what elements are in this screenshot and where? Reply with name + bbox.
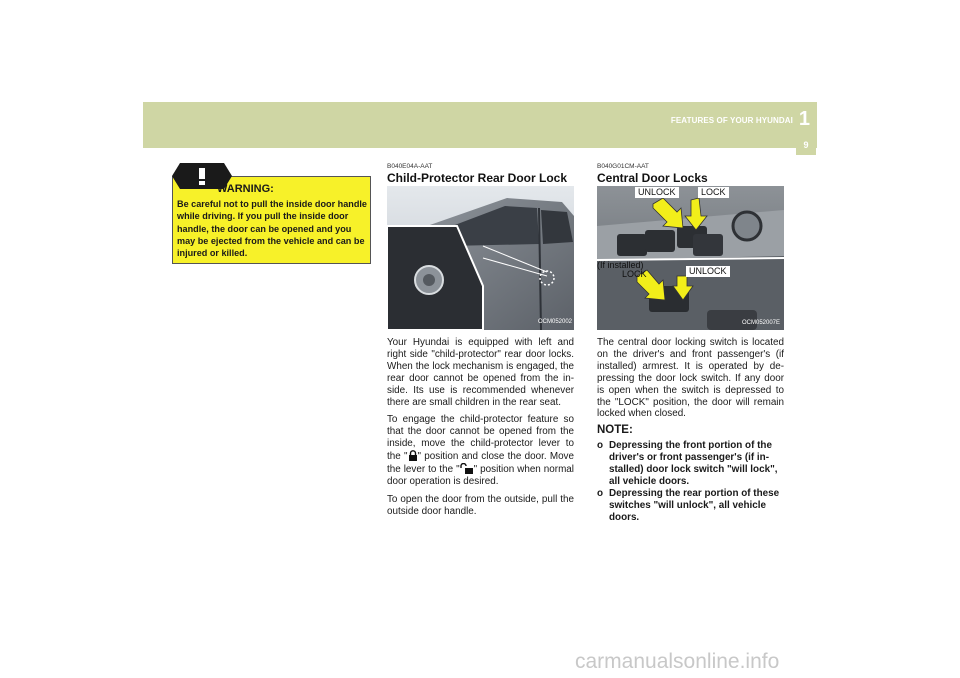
label-unlock-top: UNLOCK [635,187,679,198]
note-list [597,440,784,524]
central-locks-code: B040G01CM-AAT [597,163,649,170]
child-protector-image-code: OCM052002 [538,319,573,325]
note-title: NOTE: [597,424,633,436]
label-lock-bottom: LOCK [622,269,647,279]
label-if-installed: (If installed) [597,260,644,270]
note-item: o Depressing the rear portion of these switches "will unlock", all vehicle doors. [597,488,780,523]
label-unlock-bottom: UNLOCK [686,266,730,277]
child-protector-body [387,337,574,524]
child-protector-para2: To engage the child-protector feature so that the door cannot be opened from the inside, move the child-protector lever to the " " position and close the door. Move the lever to the " " position when normal door operation is desired. [387,414,574,487]
label-lock-top: LOCK [698,187,729,198]
warning-body: Be careful not to pull the inside door handle while driving. If you pull the inside door handle, the door can be opened and you may be ejected from the vehicle and can be injured or killed. [177,199,367,259]
child-protector-code: B040E04A-AAT [387,163,433,170]
child-protector-photo [387,186,574,330]
arrow-lock-top [685,198,707,230]
chapter-number: 1 [798,108,810,130]
warning-title: WARNING: [217,183,274,195]
page-number: 9 [796,135,816,155]
central-locks-title: Central Door Locks [597,171,708,185]
lock-arrows [597,186,784,330]
header-band [143,102,817,148]
arrow-unlock-top [653,198,683,228]
central-locks-photo [597,186,784,330]
padlock-locked-icon [408,450,418,461]
warning-box [172,176,371,264]
car-door-illustration [387,186,574,330]
padlock-unlocked-icon [460,463,474,474]
central-locks-body: The central door locking switch is located on the driver's and front passenger's (if installed) armrest. It is operated by de-pressing the door lock switch. If any door is open when the switch is depressed to the "LOCK" position, the door will remain locked when closed. [597,337,784,420]
child-protector-title: Child-Protector Rear Door Lock [387,171,568,185]
note-item: o Depressing the front portion of the driver's or front passenger's (if in-stalled) door lock switch "will lock", all vehicle doors. [597,440,778,487]
section-title: FEATURES OF YOUR HYUNDAI [670,116,793,125]
arrow-unlock-bottom [673,276,693,300]
central-locks-image-code: OCM052007E [742,320,781,326]
child-protector-para3: To open the door from the outside, pull the outside door handle. [387,493,574,517]
child-protector-para1: Your Hyundai is equipped with left and right side "child-protector" rear door locks. When the lock mechanism is engaged, the rear door cannot be opened from the in-side. Its use is recommended whenever there are small children in the rear seat. [387,337,574,408]
watermark: carmanualsonline.info [575,650,780,673]
